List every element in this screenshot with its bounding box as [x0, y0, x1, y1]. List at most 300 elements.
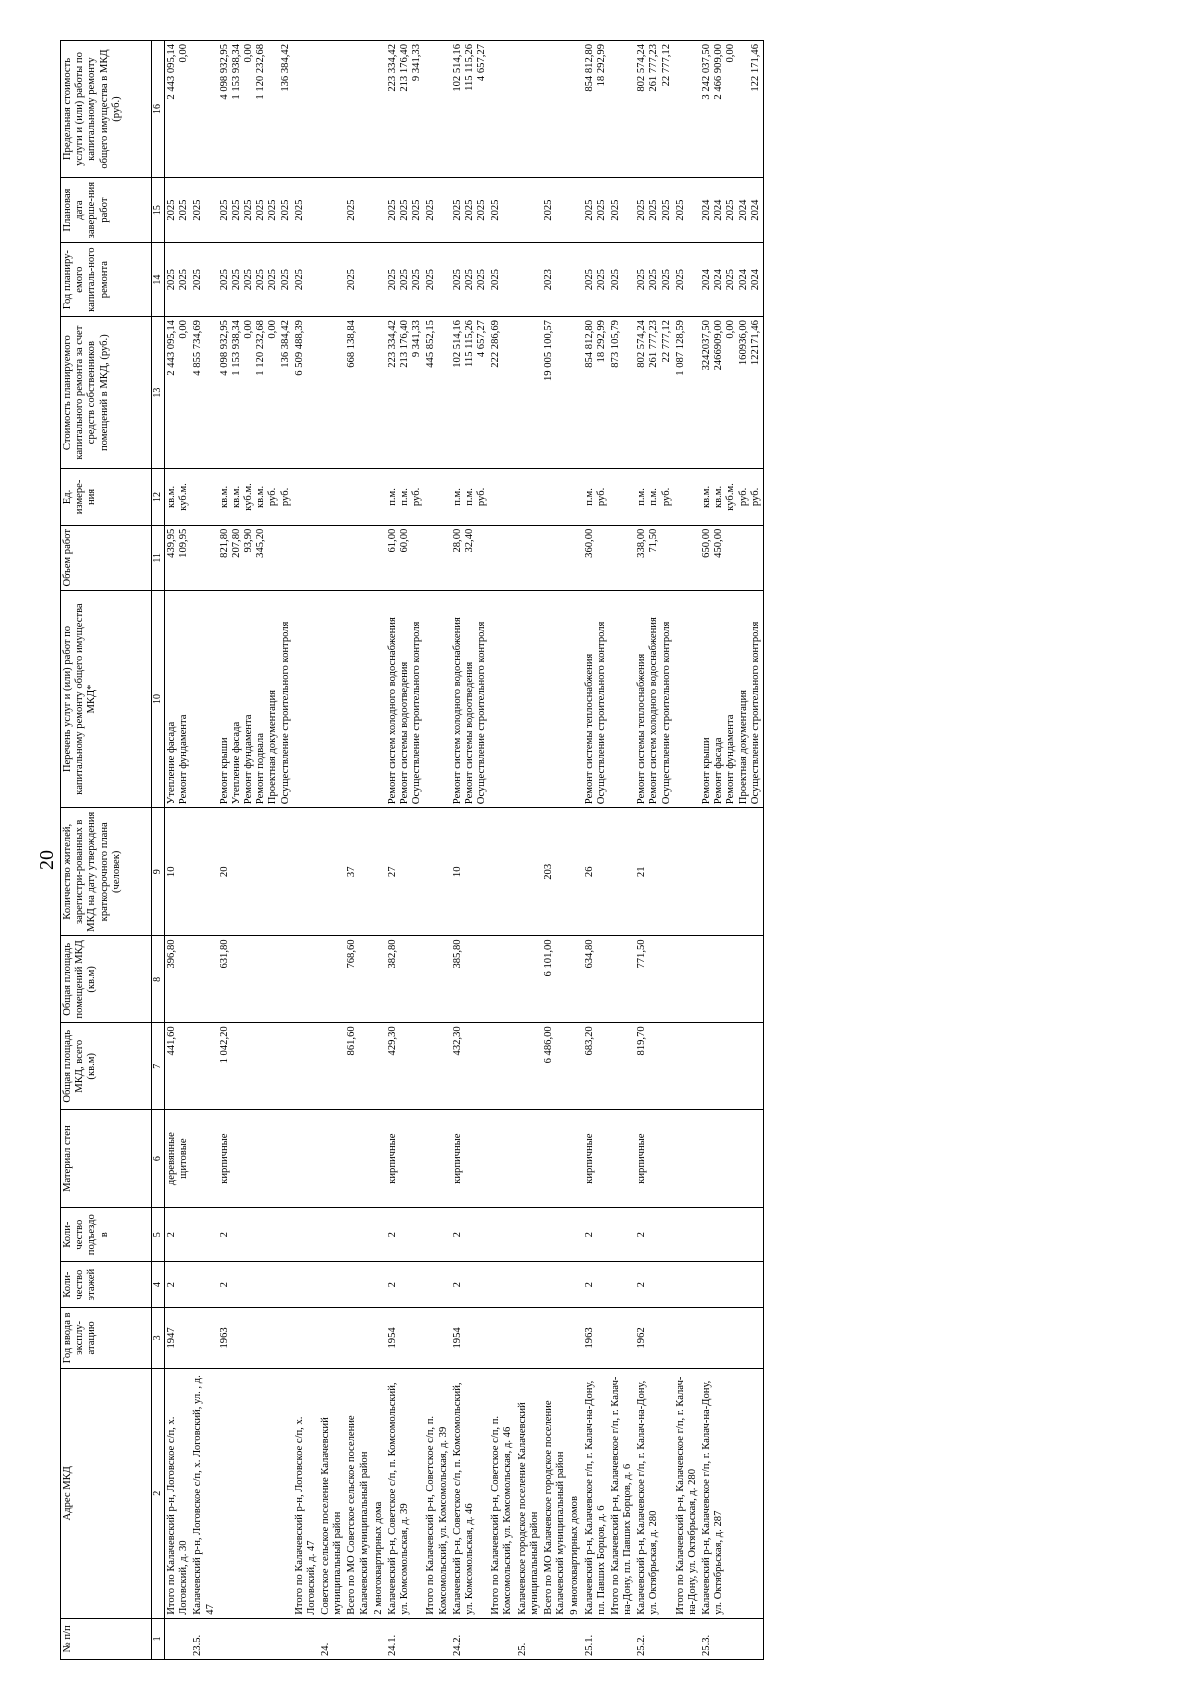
- planned-cost-cell: [516, 317, 542, 469]
- table-row: [345, 41, 371, 1660]
- year-built: [319, 1307, 345, 1368]
- planned-cost: 668 138,84: [346, 320, 358, 368]
- table-row: [542, 41, 568, 1660]
- table-row: [424, 41, 450, 1660]
- cost-limit: 213 176,40: [399, 44, 411, 92]
- completion-year-cell: [451, 178, 490, 243]
- unit-cell: [489, 469, 515, 526]
- completion-year-cell: [516, 178, 542, 243]
- entrances: [293, 1208, 319, 1262]
- completion-year: 2025: [218, 199, 230, 221]
- unit-cell: [386, 469, 425, 526]
- completion-year: 2025: [660, 199, 672, 221]
- planned-year: 2025: [267, 269, 279, 291]
- work-item: Ремонт системы теплоснабжения: [636, 653, 648, 805]
- wall-material: кирпичные: [451, 1110, 490, 1208]
- planned-cost-cell: [568, 317, 582, 469]
- row-number: [218, 1618, 293, 1659]
- work-item: Осуществление строительного контроля: [279, 621, 291, 805]
- planned-cost: 102 514,16: [451, 320, 463, 368]
- planned-cost: 18 292,99: [595, 320, 607, 363]
- column-number: 11: [152, 525, 165, 590]
- unit-cell: [191, 469, 217, 526]
- address: Итого по Калачевский р-н, Калачевское г/п, г. Калач-на-Дону, ул. Октябрьская, д. 280: [674, 1368, 700, 1618]
- completion-year: 2025: [425, 199, 437, 221]
- planned-cost: 445 852,15: [425, 320, 437, 368]
- planned-year-cell: [568, 243, 582, 317]
- capital-repair-table: [60, 40, 764, 1660]
- planned-cost: 19 005 100,57: [542, 320, 554, 381]
- completion-year: 2025: [674, 199, 686, 221]
- residents: [568, 808, 582, 936]
- completion-year: 2025: [243, 199, 255, 221]
- planned-year-cell: [583, 243, 609, 317]
- planned-cost: 222 286,69: [490, 320, 502, 368]
- work-item-cell: [583, 590, 609, 807]
- work-item: Ремонт крыши: [701, 737, 713, 805]
- completion-year-cell: [386, 178, 425, 243]
- cost-limit: 2 466 909,00: [713, 44, 725, 100]
- work-volume-cell: [583, 525, 609, 590]
- work-volume-cell: [191, 525, 217, 590]
- planned-year-cell: [451, 243, 490, 317]
- planned-year-cell: [191, 243, 217, 317]
- work-volume: 650,00: [701, 528, 713, 558]
- floors: [674, 1262, 700, 1308]
- total-area: [609, 1023, 635, 1110]
- planned-cost: 1 087 128,59: [674, 320, 686, 376]
- cost-limit-cell: [635, 41, 674, 178]
- unit: руб.: [267, 487, 279, 507]
- planned-year: 2025: [411, 269, 423, 291]
- address: Всего по МО Советское сельское поселение Калачевский муниципальный район: [345, 1368, 371, 1618]
- table-row: [191, 41, 217, 1660]
- work-item-cell: [609, 590, 635, 807]
- planned-cost: 0,00: [725, 320, 737, 339]
- unit: п.м.: [463, 488, 475, 506]
- unit: руб.: [279, 487, 291, 507]
- planned-year: 2025: [192, 269, 204, 291]
- completion-year-cell: [319, 178, 345, 243]
- planned-year: 2025: [386, 269, 398, 291]
- work-volume: 450,00: [713, 528, 725, 558]
- unit: куб.м.: [243, 483, 255, 511]
- planned-cost: 854 812,80: [583, 320, 595, 368]
- column-header: Коли-чество подъездо в: [61, 1208, 152, 1262]
- premises-area: 382,80: [386, 936, 425, 1023]
- row-number: 23.5.: [191, 1618, 217, 1659]
- unit-cell: [583, 469, 609, 526]
- wall-material: [489, 1110, 515, 1208]
- cost-limit: 102 514,16: [451, 44, 463, 92]
- planned-year-cell: [424, 243, 450, 317]
- work-volume-cell: [451, 525, 490, 590]
- planned-year: 2023: [542, 269, 554, 291]
- entrances: [191, 1208, 217, 1262]
- unit: п.м.: [636, 488, 648, 506]
- table-row: [319, 41, 345, 1660]
- work-volume: [596, 529, 608, 587]
- page-number: 20: [36, 850, 58, 870]
- work-volume: 439,95: [166, 528, 177, 558]
- residents: 10: [451, 808, 490, 936]
- unit-cell: [424, 469, 450, 526]
- planned-year: 2025: [425, 269, 437, 291]
- premises-area: 634,80: [583, 936, 609, 1023]
- premises-area: [609, 936, 635, 1023]
- entrances: [700, 1208, 763, 1262]
- column-number: 16: [152, 41, 165, 178]
- work-item-cell: [700, 590, 763, 807]
- completion-year: 2025: [230, 199, 242, 221]
- planned-cost: 4 657,27: [476, 320, 488, 358]
- cost-limit: 802 574,24: [636, 44, 648, 92]
- planned-cost: 1 153 938,34: [230, 320, 242, 376]
- work-item-cell: [218, 590, 293, 807]
- address: 9 многоквартирных домов: [568, 1368, 582, 1618]
- entrances: [568, 1208, 582, 1262]
- planned-year: 2024: [737, 269, 749, 291]
- cost-limit: 22 777,12: [660, 44, 672, 87]
- planned-cost: 2466909,00: [713, 320, 725, 371]
- floors: 2: [386, 1262, 425, 1308]
- address: Калачевский р-н, Советское с/п, п. Комсомольский, ул. Комсомольская, д. 46: [451, 1368, 490, 1618]
- planned-cost: 261 777,23: [648, 320, 660, 368]
- planned-year: 2025: [399, 269, 411, 291]
- planned-year-cell: [345, 243, 371, 317]
- work-item-cell: [568, 590, 582, 807]
- entrances: [424, 1208, 450, 1262]
- work-volume: 28,00: [451, 528, 463, 553]
- address: Итого по Калачевский р-н, Советское с/п, п. Комсомольский, ул. Комсомольская, д. 46: [489, 1368, 515, 1618]
- wall-material: [345, 1110, 371, 1208]
- work-item: Ремонт систем холодного водоснабжения: [386, 617, 398, 805]
- planned-year-cell: [165, 243, 192, 317]
- planned-cost: 0,00: [178, 320, 190, 339]
- row-number: [542, 1618, 568, 1659]
- planned-cost: 213 176,40: [399, 320, 411, 368]
- cost-limit-cell: [568, 41, 582, 178]
- completion-year-cell: [674, 178, 700, 243]
- residents: [372, 808, 386, 936]
- row-number: [489, 1618, 515, 1659]
- completion-year: 2025: [451, 199, 463, 221]
- row-number: 25.: [516, 1618, 542, 1659]
- premises-area: [372, 936, 386, 1023]
- cost-limit: 4 098 932,95: [218, 44, 230, 100]
- planned-year: 2024: [749, 269, 761, 291]
- planned-year: 2025: [648, 269, 660, 291]
- entrances: 2: [386, 1208, 425, 1262]
- work-volume-cell: [165, 525, 192, 590]
- entrances: [609, 1208, 635, 1262]
- completion-year: 2024: [713, 199, 725, 221]
- premises-area: 631,80: [218, 936, 293, 1023]
- column-number: 4: [152, 1262, 165, 1308]
- work-volume-cell: [635, 525, 674, 590]
- column-number: 7: [152, 1023, 165, 1110]
- wall-material: [293, 1110, 319, 1208]
- table-row: [583, 41, 609, 1660]
- work-volume: 93,90: [243, 528, 255, 553]
- cost-limit-cell: [700, 41, 763, 178]
- premises-area: [191, 936, 217, 1023]
- work-item: Ремонт фасада: [713, 737, 725, 805]
- floors: [516, 1262, 542, 1308]
- row-number: [293, 1618, 319, 1659]
- entrances: [345, 1208, 371, 1262]
- completion-year: 2025: [583, 199, 595, 221]
- completion-year: 2025: [595, 199, 607, 221]
- rotated-table-container: [60, 40, 1140, 1660]
- completion-year-cell: [218, 178, 293, 243]
- header-row: [61, 41, 152, 1660]
- column-header: Год планиру-емого капиталь-ного ремонта: [61, 243, 152, 317]
- planned-cost-cell: [700, 317, 763, 469]
- work-volume: 360,00: [583, 528, 595, 558]
- entrances: 2: [583, 1208, 609, 1262]
- planned-cost: 136 384,42: [279, 320, 291, 368]
- unit: п.м.: [648, 488, 660, 506]
- planned-year-cell: [293, 243, 319, 317]
- work-volume: [738, 529, 750, 587]
- work-item: Ремонт крыши: [218, 737, 230, 805]
- address: Итого по Калачевский р-н, Калачевское г/п, г. Калач-на-Дону, пл. Павших Борцов, д. 6: [609, 1368, 635, 1618]
- year-built: [516, 1307, 542, 1368]
- table-row: [609, 41, 635, 1660]
- planned-year-cell: [218, 243, 293, 317]
- completion-year: 2025: [476, 199, 488, 221]
- column-header: Общая площадь МКД, всего (кв.м): [61, 1023, 152, 1110]
- unit-cell: [674, 469, 700, 526]
- completion-year: 2025: [267, 199, 279, 221]
- planned-cost: 122171,46: [749, 320, 761, 366]
- year-built: 1954: [451, 1307, 490, 1368]
- completion-year: 2025: [463, 199, 475, 221]
- residents: [700, 808, 763, 936]
- row-number: [372, 1618, 386, 1659]
- floors: [700, 1262, 763, 1308]
- row-number: [568, 1618, 582, 1659]
- address: Калачевский р-н, Калачевское г/п, г. Калач-на-Дону, ул. Октябрьская, д. 287: [700, 1368, 763, 1618]
- planned-cost: 4 098 932,95: [218, 320, 230, 376]
- wall-material: [542, 1110, 568, 1208]
- unit: руб.: [595, 487, 607, 507]
- table-row: [635, 41, 674, 1660]
- work-item: Утепление фасада: [166, 721, 177, 805]
- planned-year: 2024: [701, 269, 713, 291]
- work-volume-cell: [293, 525, 319, 590]
- planned-year: 2025: [609, 269, 621, 291]
- row-number: 24.: [319, 1618, 345, 1659]
- unit: кв.м.: [255, 485, 267, 509]
- completion-year-cell: [345, 178, 371, 243]
- address: Калачевское городское поселение Калачевский муниципальный район: [516, 1368, 542, 1618]
- unit-cell: [516, 469, 542, 526]
- address: Итого по Калачевский р-н, Логовское с/п, х. Логовский, д. 47: [293, 1368, 319, 1618]
- total-area: [568, 1023, 582, 1110]
- unit-cell: [609, 469, 635, 526]
- entrances: 2: [635, 1208, 674, 1262]
- planned-year: 2025: [463, 269, 475, 291]
- total-area: 441,60: [165, 1023, 192, 1110]
- premises-area: [319, 936, 345, 1023]
- unit: кв.м.: [713, 485, 725, 509]
- entrances: 2: [218, 1208, 293, 1262]
- planned-year-cell: [609, 243, 635, 317]
- completion-year: 2025: [255, 199, 267, 221]
- premises-area: [293, 936, 319, 1023]
- address: Калачевский р-н, Калачевское г/п, г. Калач-на-Дону, ул. Октябрьская, д. 280: [635, 1368, 674, 1618]
- completion-year-cell: [700, 178, 763, 243]
- total-area: 429,30: [386, 1023, 425, 1110]
- residents: 21: [635, 808, 674, 936]
- work-volume: [267, 529, 279, 587]
- wall-material: [609, 1110, 635, 1208]
- cost-limit: 854 812,80: [583, 44, 595, 92]
- work-item: Проектная документация: [267, 689, 279, 805]
- cost-limit: 1 120 232,68: [255, 44, 267, 100]
- total-area: 6 486,00: [542, 1023, 568, 1110]
- planned-year: 2025: [595, 269, 607, 291]
- floors: [568, 1262, 582, 1308]
- year-built: [609, 1307, 635, 1368]
- column-number: 6: [152, 1110, 165, 1208]
- column-header: Объем работ: [61, 525, 152, 590]
- residents: 203: [542, 808, 568, 936]
- work-item-cell: [451, 590, 490, 807]
- cost-limit-cell: [489, 41, 515, 178]
- row-number: 25.3.: [700, 1618, 763, 1659]
- wall-material: [372, 1110, 386, 1208]
- work-volume: 345,20: [255, 528, 267, 558]
- wall-material: [191, 1110, 217, 1208]
- completion-year: 2024: [737, 199, 749, 221]
- unit-cell: [319, 469, 345, 526]
- completion-year-cell: [372, 178, 386, 243]
- cost-limit: 261 777,23: [648, 44, 660, 92]
- unit-cell: [293, 469, 319, 526]
- floors: [293, 1262, 319, 1308]
- total-area: [372, 1023, 386, 1110]
- planned-year: 2025: [636, 269, 648, 291]
- cost-limit-cell: [451, 41, 490, 178]
- completion-year-cell: [293, 178, 319, 243]
- work-item-cell: [516, 590, 542, 807]
- year-built: [700, 1307, 763, 1368]
- unit-cell: [568, 469, 582, 526]
- work-item: Ремонт системы теплоснабжения: [583, 653, 595, 805]
- cost-limit-cell: [372, 41, 386, 178]
- year-built: [191, 1307, 217, 1368]
- cost-limit-cell: [516, 41, 542, 178]
- cost-limit-cell: [424, 41, 450, 178]
- row-number: [609, 1618, 635, 1659]
- residents: 10: [165, 808, 192, 936]
- work-item: Ремонт подвала: [255, 733, 267, 805]
- column-number: 14: [152, 243, 165, 317]
- planned-year-cell: [372, 243, 386, 317]
- cost-limit: 9 341,33: [411, 44, 423, 82]
- total-area: 861,60: [345, 1023, 371, 1110]
- planned-cost-cell: [542, 317, 568, 469]
- entrances: [319, 1208, 345, 1262]
- unit: кв.м.: [166, 485, 177, 509]
- cost-limit-cell: [218, 41, 293, 178]
- work-volume: [661, 529, 673, 587]
- work-volume-cell: [386, 525, 425, 590]
- planned-year: 2025: [451, 269, 463, 291]
- column-header: Плановая дата заверше-ния работ: [61, 178, 152, 243]
- residents: [609, 808, 635, 936]
- year-built: 1963: [583, 1307, 609, 1368]
- address: Всего по МО Калачевское городское поселение Калачевский муниципальный район: [542, 1368, 568, 1618]
- column-number: 10: [152, 590, 165, 807]
- address: Советское сельское поселение Калачевский муниципальный район: [319, 1368, 345, 1618]
- completion-year: 2025: [542, 199, 554, 221]
- column-header: Год ввода в эксплу-атацию: [61, 1307, 152, 1368]
- table-row: [516, 41, 542, 1660]
- planned-year-cell: [542, 243, 568, 317]
- planned-year-cell: [700, 243, 763, 317]
- planned-year: 2025: [166, 269, 177, 291]
- cost-limit-cell: [319, 41, 345, 178]
- table-row: [489, 41, 515, 1660]
- work-item: Ремонт систем холодного водоснабжения: [648, 617, 660, 805]
- planned-year-cell: [319, 243, 345, 317]
- column-header: Предельная стоимость услуги и (или) работы по капитальному ремонту общего имущества в МКД (руб.): [61, 41, 152, 178]
- work-item: Осуществление строительного контроля: [476, 621, 488, 805]
- work-volume-cell: [609, 525, 635, 590]
- work-item: Осуществление строительного контроля: [660, 621, 672, 805]
- cost-limit-cell: [583, 41, 609, 178]
- planned-cost: 0,00: [267, 320, 279, 339]
- completion-year-cell: [568, 178, 582, 243]
- year-built: [542, 1307, 568, 1368]
- unit: кв.м.: [230, 485, 242, 509]
- cost-limit: 223 334,42: [386, 44, 398, 92]
- planned-cost-cell: [345, 317, 371, 469]
- cost-limit: 0,00: [178, 44, 190, 63]
- planned-cost: 873 105,79: [609, 320, 621, 368]
- column-number: 9: [152, 808, 165, 936]
- work-item-cell: [345, 590, 371, 807]
- planned-year: 2025: [725, 269, 737, 291]
- year-built: [345, 1307, 371, 1368]
- work-item-cell: [372, 590, 386, 807]
- planned-year: 2024: [713, 269, 725, 291]
- completion-year: 2025: [490, 199, 502, 221]
- work-item: Осуществление строительного контроля: [595, 621, 607, 805]
- year-built: 1954: [386, 1307, 425, 1368]
- wall-material: деревянные щитовые: [165, 1110, 192, 1208]
- cost-limit-cell: [674, 41, 700, 178]
- column-number: 8: [152, 936, 165, 1023]
- planned-cost: 0,00: [243, 320, 255, 339]
- work-item: Осуществление строительного контроля: [749, 621, 761, 805]
- planned-cost: 22 777,12: [660, 320, 672, 363]
- premises-area: [516, 936, 542, 1023]
- planned-year: 2025: [583, 269, 595, 291]
- planned-year: 2025: [230, 269, 242, 291]
- year-built: 1962: [635, 1307, 674, 1368]
- planned-year-cell: [674, 243, 700, 317]
- floors: [424, 1262, 450, 1308]
- total-area: [489, 1023, 515, 1110]
- cost-limit: 0,00: [725, 44, 737, 63]
- unit: руб.: [411, 487, 423, 507]
- work-item-cell: [674, 590, 700, 807]
